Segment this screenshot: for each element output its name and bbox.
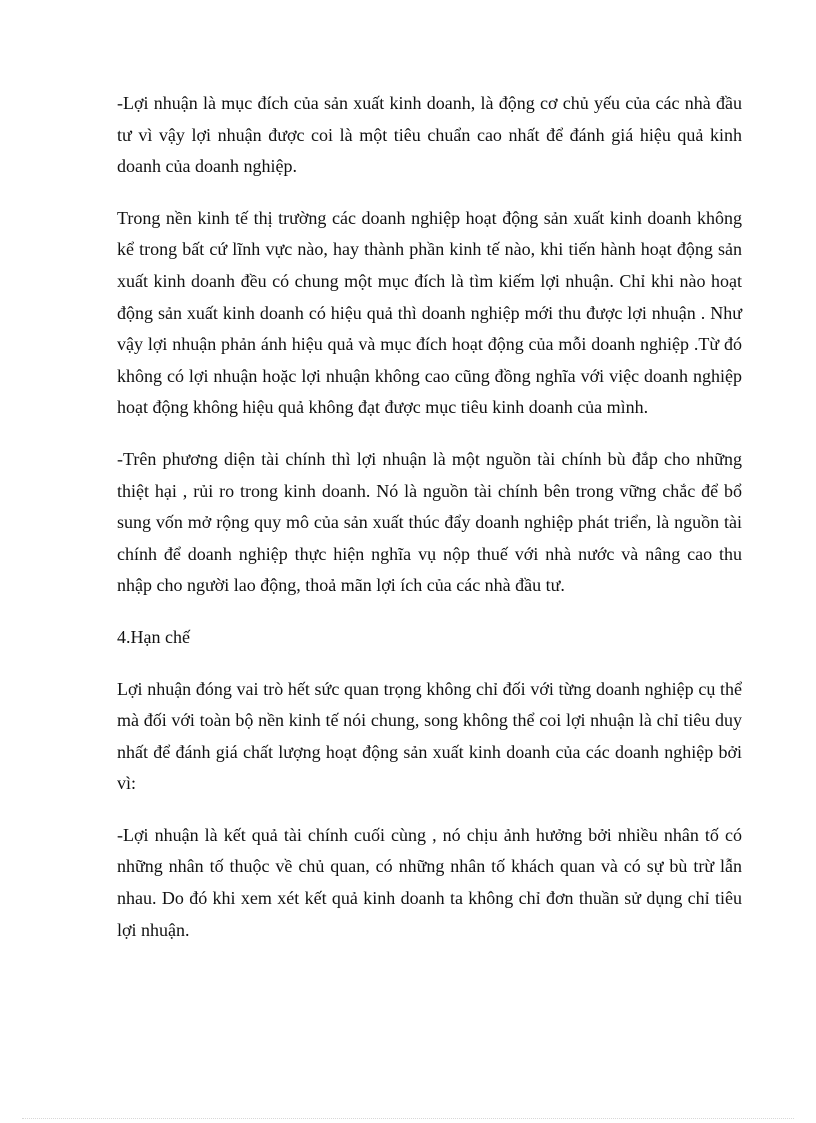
paragraph-profit-goal: -Lợi nhuận là mục đích của sản xuất kinh doanh, là động cơ chủ yếu của các nhà đầu tư vì vậy lợi nhuận được coi là một tiêu chuẩn cao nhất để đánh giá hiệu quả kinh doanh của doanh nghiệp. (117, 93, 742, 177)
document-body (117, 88, 742, 966)
paragraph-final-result: -Lợi nhuận là kết quả tài chính cuối cùng , nó chịu ảnh hưởng bởi nhiều nhân tố có những nhân tố thuộc về chủ quan, có những nhân tố khách quan và có sự bù trừ lẫn nhau. Do đó khi xem xét kết quả kinh doanh ta không chỉ đơn thuần sử dụng chỉ tiêu lợi nhuận. (117, 824, 742, 940)
paragraph-limitations-intro: Lợi nhuận đóng vai trò hết sức quan trọng không chỉ đối với từng doanh nghiệp cụ thể mà đối với toàn bộ nền kinh tế nói chung, song không thể coi lợi nhuận là chỉ tiêu duy nhất để đánh giá chất lượng hoạt động sản xuất kinh doanh của các doanh nghiệp bởi vì: (117, 678, 742, 794)
section-heading-limitations: 4.Hạn chế (117, 626, 190, 647)
page-bottom-divider (22, 1118, 794, 1119)
paragraph-market-economy: Trong nền kinh tế thị trường các doanh nghiệp hoạt động sản xuất kinh doanh không kể trong bất cứ lĩnh vực nào, hay thành phần kinh tế nào, khi tiến hành hoạt động sản xuất kinh doanh đều có chung một mục đích là tìm kiếm lợi nhuận. Chỉ khi nào hoạt động sản xuất kinh doanh có hiệu quả thì doanh nghiệp mới thu được lợi nhuận . Như vậy lợi nhuận phản ánh hiệu quả và mục đích hoạt động của mỗi doanh nghiệp .Từ đó không có lợi nhuận hoặc lợi nhuận không cao cũng đồng nghĩa với việc doanh nghiệp hoạt động không hiệu quả không đạt được mục tiêu kinh doanh của mình. (117, 207, 742, 418)
paragraph-financial-aspect: -Trên phương diện tài chính thì lợi nhuận là một nguồn tài chính bù đắp cho những thiệt hại , rủi ro trong kinh doanh. Nó là nguồn tài chính bên trong vững chắc để bổ sung vốn mở rộng quy mô của sản xuất thúc đẩy doanh nghiệp phát triển, là nguồn tài chính để doanh nghiệp thực hiện nghĩa vụ nộp thuế với nhà nước và nâng cao thu nhập cho người lao động, thoả mãn lợi ích của các nhà đầu tư. (117, 448, 742, 596)
